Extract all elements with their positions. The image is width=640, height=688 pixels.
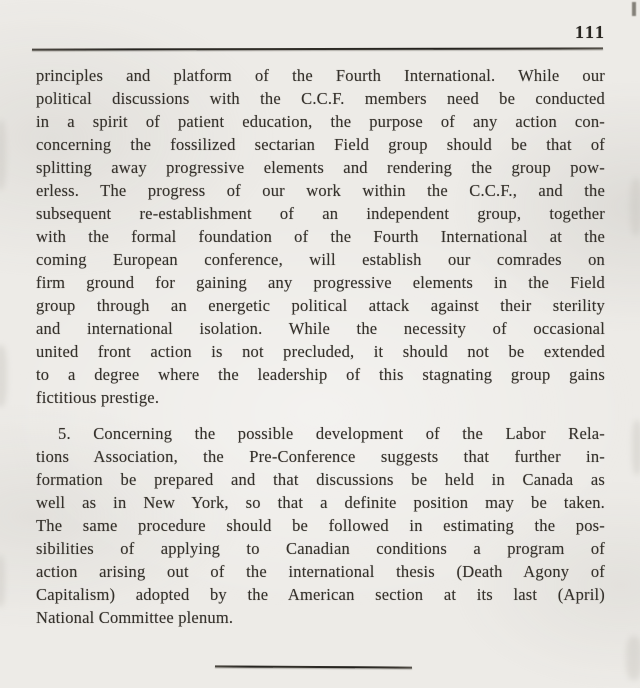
text-line: Capitalism) adopted by the American section at its last (April) xyxy=(36,585,605,604)
text-line: group through an energetic political attack against their sterility xyxy=(36,296,605,315)
paragraph-2 xyxy=(36,422,605,629)
text-line: action arising out of the international thesis (Death Agony of xyxy=(36,562,605,581)
scan-smudge xyxy=(0,120,6,190)
text-line: united front action is not precluded, it should not be extended xyxy=(36,342,605,361)
text-line: subsequent re-establishment of an independent group, together xyxy=(36,204,605,223)
paragraph-1 xyxy=(36,64,605,409)
page-number: 111 xyxy=(574,22,606,42)
text-line: well as in New York, so that a definite position may be taken. xyxy=(36,493,605,512)
text-line: fictitious prestige. xyxy=(36,388,160,407)
text-line: to a degree where the leadership of this stagnating group gains xyxy=(36,365,605,384)
top-rule xyxy=(32,47,603,50)
text-line: tions Association, the Pre-Conference suggests that further in- xyxy=(36,447,605,466)
text-line: firm ground for gaining any progressive elements in the Field xyxy=(36,273,605,292)
text-line: sibilities of applying to Canadian conditions a program of xyxy=(36,539,605,558)
text-line: in a spirit of patient education, the purpose of any action con- xyxy=(36,112,605,131)
text-line: coming European conference, will establish our comrades on xyxy=(36,250,605,269)
text-line: The same procedure should be followed in estimating the pos- xyxy=(36,516,605,535)
scan-smudge xyxy=(626,636,640,680)
scan-smudge xyxy=(0,555,5,607)
scan-smudge xyxy=(0,345,7,407)
scan-smudge xyxy=(632,420,640,475)
text-line: with the formal foundation of the Fourth International at the xyxy=(36,227,605,246)
text-line: splitting away progressive elements and rendering the group pow- xyxy=(36,158,605,177)
text-line: political discussions with the C.C.F. members need be conducted xyxy=(36,89,605,108)
text-line: and international isolation. While the necessity of occasional xyxy=(36,319,605,338)
scan-smudge xyxy=(630,178,640,236)
text-line: 5. Concerning the possible development of the Labor Rela- xyxy=(58,424,605,443)
text-line: National Committee plenum. xyxy=(36,608,234,627)
bottom-rule xyxy=(215,665,412,668)
text-line: concerning the fossilized sectarian Field group should be that of xyxy=(36,135,605,154)
text-line: principles and platform of the Fourth International. While our xyxy=(36,66,605,85)
body-text xyxy=(36,64,605,629)
text-line: formation be prepared and that discussions be held in Canada as xyxy=(36,470,605,489)
text-line: erless. The progress of our work within the C.C.F., and the xyxy=(36,181,605,200)
scan-corner-mark xyxy=(632,2,636,16)
